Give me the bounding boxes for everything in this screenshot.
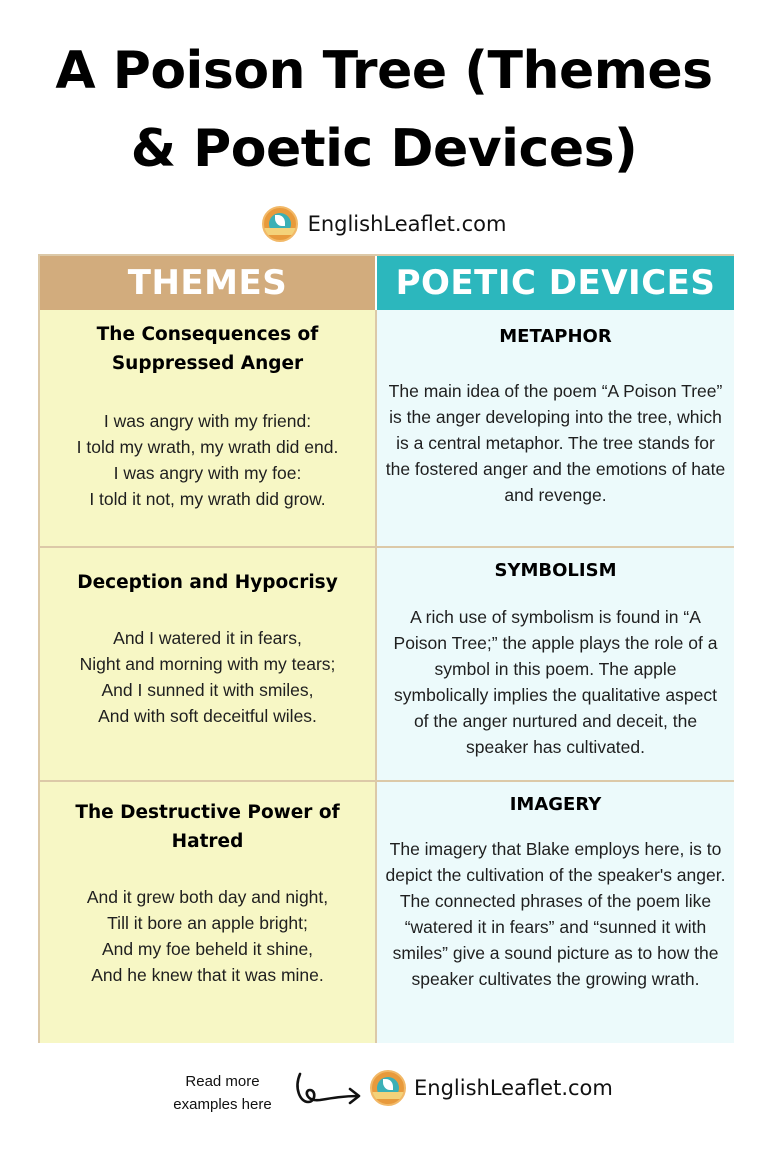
page-title <box>0 32 768 188</box>
theme-cell-2 <box>40 548 375 780</box>
device-cell-1 <box>377 310 734 546</box>
brand-name: EnglishLeaflet.com <box>307 212 507 236</box>
footer <box>0 1060 768 1120</box>
themes-devices-table <box>38 254 734 1043</box>
title-line-2: & Poetic Devices) <box>130 119 638 179</box>
theme-cell-3 <box>40 782 375 1043</box>
device-title: SYMBOLISM <box>494 560 617 581</box>
theme-title: The Destructive Power of Hatred <box>75 802 340 852</box>
device-cell-3 <box>377 782 734 1043</box>
read-more-label: Read more examples here <box>173 1073 272 1113</box>
theme-title: Deception and Hypocrisy <box>77 572 338 593</box>
english-leaflet-logo-icon <box>370 1070 406 1106</box>
poem-excerpt: I was angry with my friend: I told my wrath, my wrath did end. I was angry with my foe: I told it not, my wrath did grow. <box>76 411 339 509</box>
device-description: The imagery that Blake employs here, is to depict the cultivation of the speaker's anger. The connected phrases of the poem like “watered it in fears” and “sunned it with smiles” give a sound picture as to how the speaker cultivates the growing wrath. <box>385 839 726 989</box>
curly-arrow-icon <box>292 1066 366 1112</box>
themes-header: THEMES <box>40 256 375 310</box>
english-leaflet-logo-icon <box>262 206 298 242</box>
device-cell-2 <box>377 548 734 780</box>
device-title: METAPHOR <box>499 326 612 347</box>
poetic-devices-header: POETIC DEVICES <box>377 256 734 310</box>
title-line-1: A Poison Tree (Themes <box>55 41 713 101</box>
theme-cell-1 <box>40 310 375 546</box>
device-description: A rich use of symbolism is found in “A Poison Tree;” the apple plays the role of a symbol in this poem. The apple symbolically implies the qualitative aspect of the anger nurtured and deceit, the speaker has cultivated. <box>393 607 718 757</box>
brand-header[interactable] <box>0 204 768 244</box>
poem-excerpt: And it grew both day and night, Till it bore an apple bright; And my foe beheld it shine, And he knew that it was mine. <box>86 887 329 985</box>
device-description: The main idea of the poem “A Poison Tree” is the anger developing into the tree, which is a central metaphor. The tree stands for the fostered anger and the emotions of hate and revenge. <box>385 381 726 505</box>
poem-excerpt: And I watered it in fears, Night and morning with my tears; And I sunned it with smiles, And with soft deceitful wiles. <box>79 628 336 726</box>
footer-brand-link[interactable]: EnglishLeaflet.com <box>414 1076 613 1100</box>
theme-title: The Consequences of Suppressed Anger <box>96 324 319 374</box>
device-title: IMAGERY <box>509 794 602 815</box>
